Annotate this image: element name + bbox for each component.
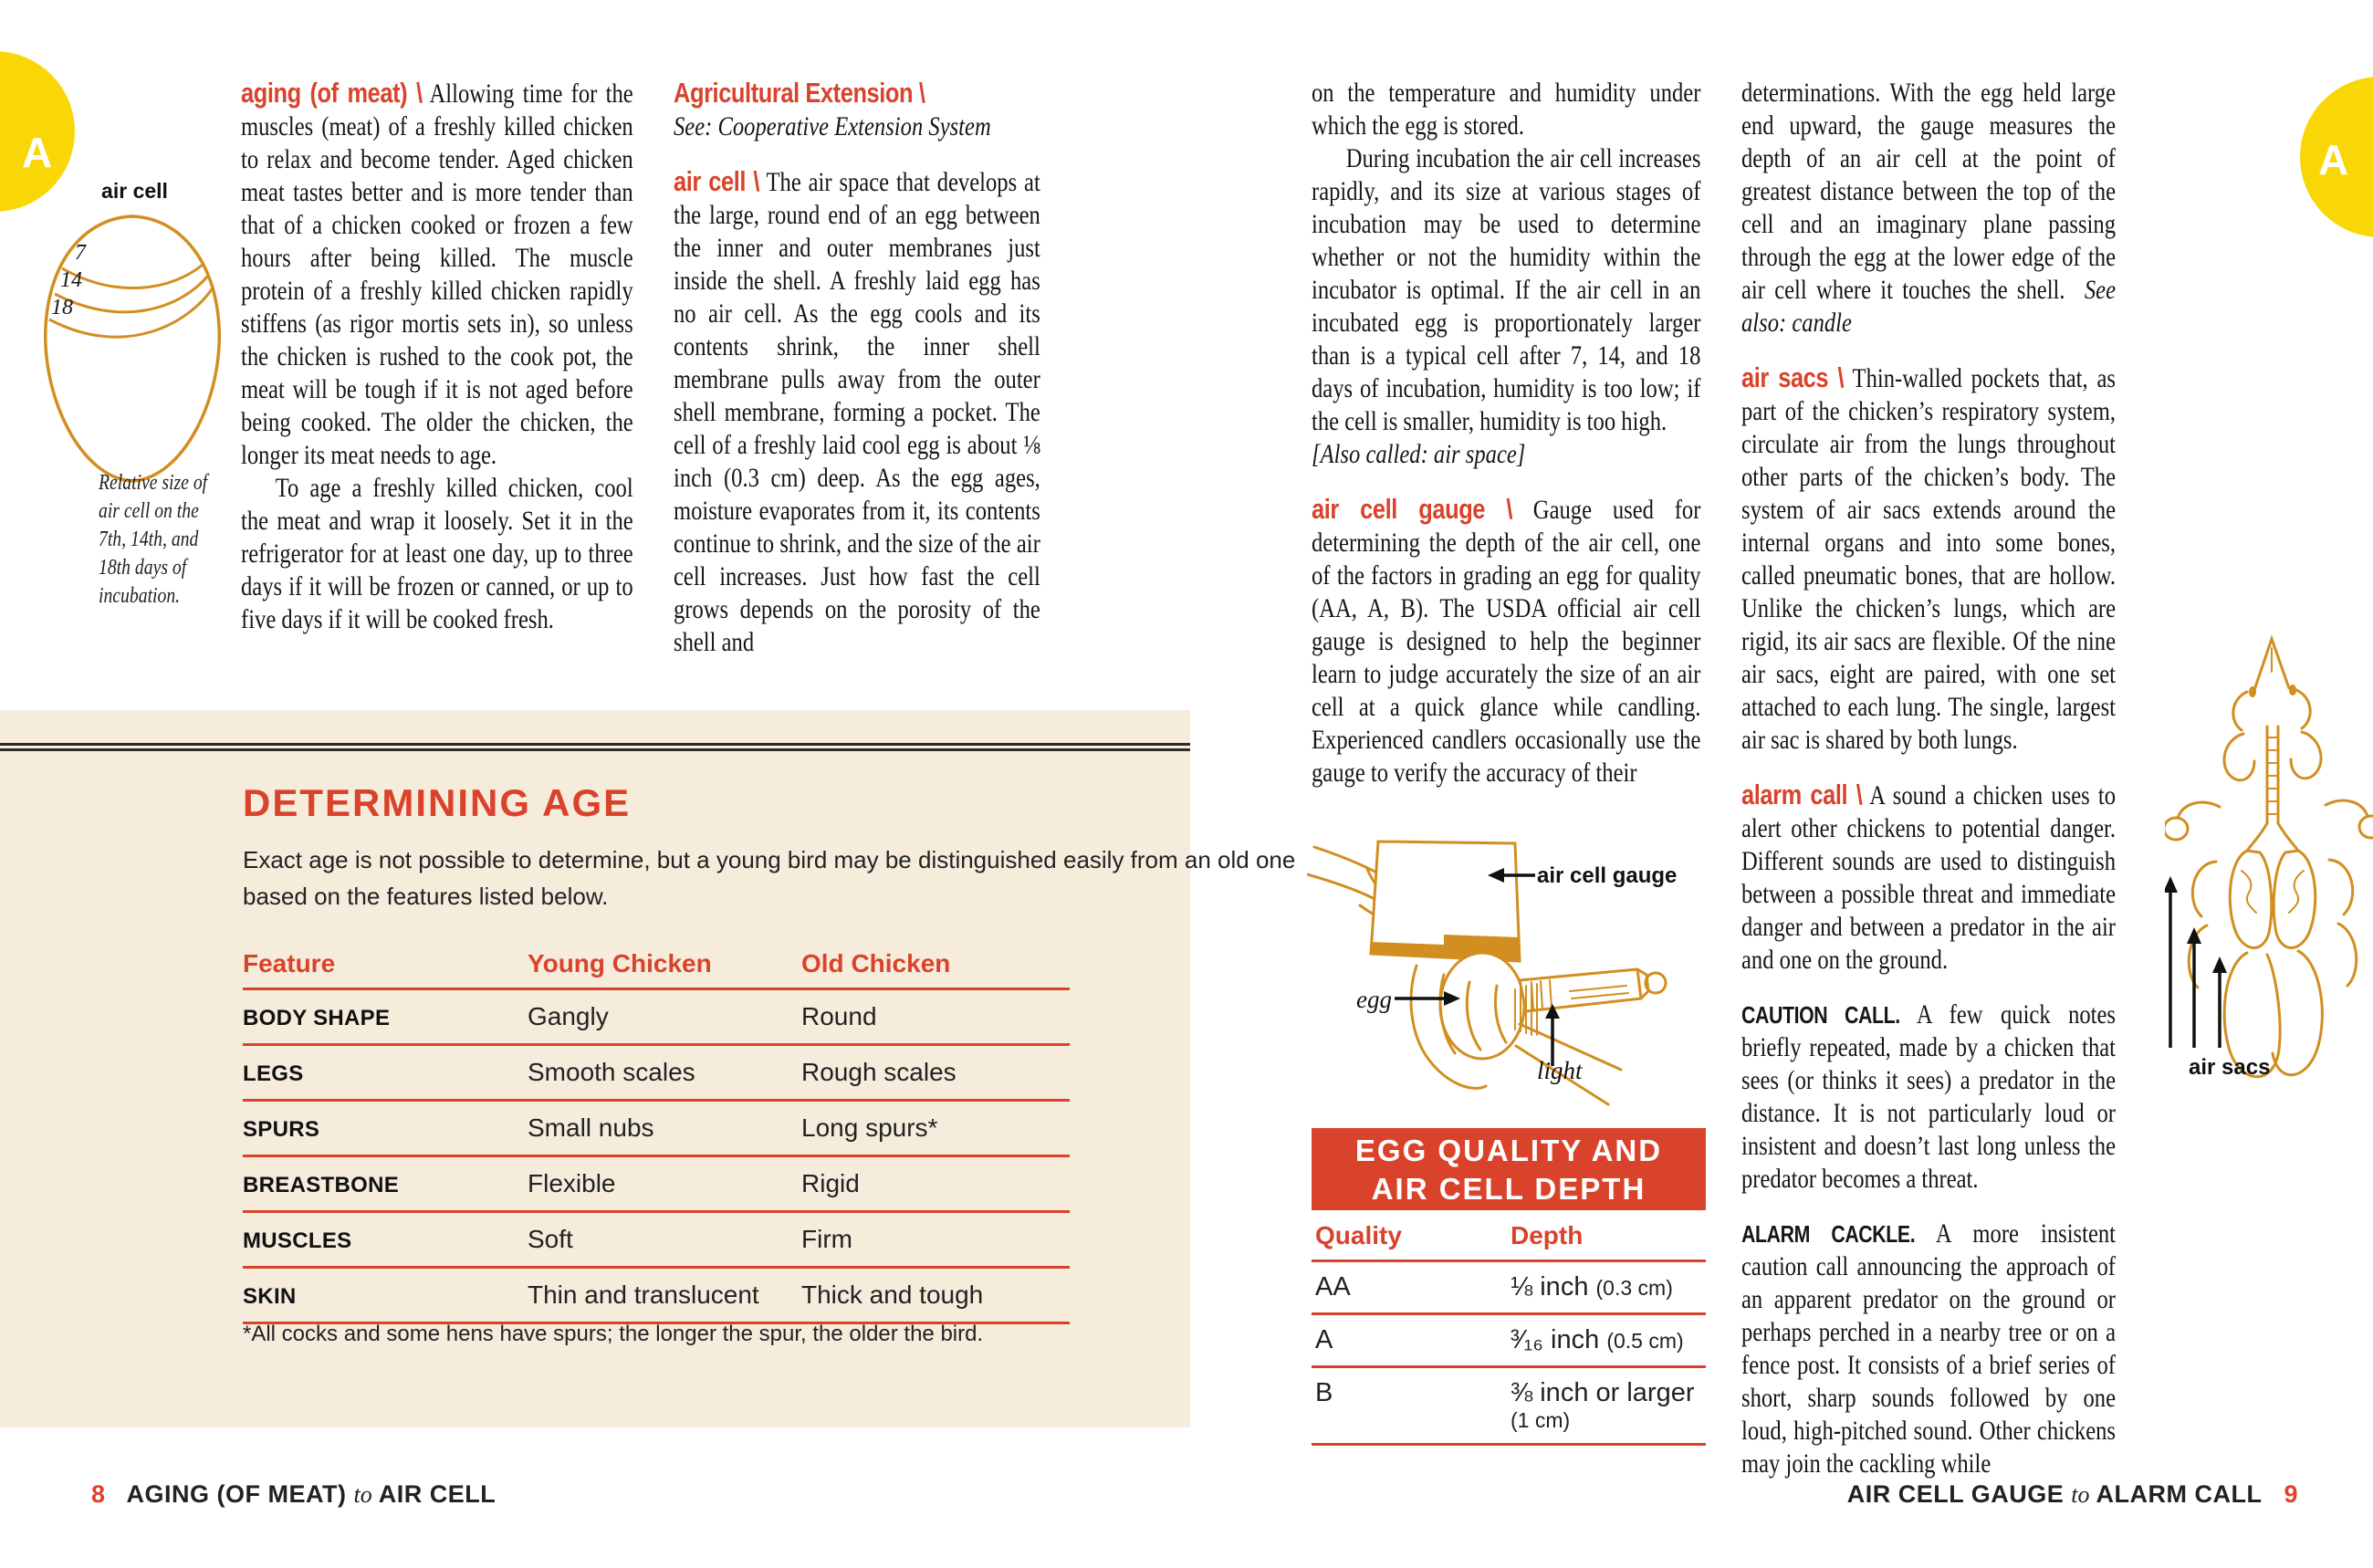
quality-col: Quality (1315, 1221, 1402, 1249)
cervical-sac-right (2291, 732, 2321, 779)
caution-call-lead: CAUTION CALL. (1741, 1001, 1900, 1029)
air-cell-continued: on the temperature and humidity under which the egg is stored. (1312, 78, 1701, 141)
depth-fraction: ⅜ inch or larger (1511, 1378, 1695, 1407)
entry-aging-body: Allowing time for the muscles (meat) of a freshly killed chicken to relax and become tender. Aged chicken meat tastes better and is more tender than that of a chicken cooked or frozen a few hours after being killed. The muscle protein of a freshly killed chicken rapidly stiffens (as rigor mortis sets in), so unless the chicken is rushed to the cook pot, the meat will be tough if it is not aged before being cooked. The older the chicken, the longer its meat needs to age. (241, 78, 633, 470)
table-row (243, 1269, 1070, 1324)
entry-air-cell-body: The air space that develops at the large, round end of an egg between the inner and outer membranes just inside the shell. A freshly laid egg has no air cell. As the egg cools and its contents shrink, the inner shell membrane pulls away from the outer shell membrane, forming a pocket. The cell of a freshly laid cool egg is about ⅛ inch (0.3 cm) deep. As the egg ages, moisture evaporates from it, its contents continue to shrink, and the size of the air cell increases. Just how fast the cell grows depends on the porosity of the shell and (674, 167, 1040, 657)
entry-air-cell (674, 165, 1040, 659)
lung-left (2230, 851, 2272, 948)
depth-metric: (0.3 cm) (1595, 1276, 1673, 1300)
see-reference: See: Cooperative Extension System (674, 111, 991, 141)
eye-left (2249, 686, 2256, 697)
sac-node-right (2359, 816, 2373, 838)
page-number: 9 (2284, 1480, 2298, 1508)
footer-range-end: AIR CELL (378, 1480, 497, 1508)
right-page-footer (1847, 1480, 2298, 1509)
air-cell-gauge-continued-text: determinations. With the egg held large end upward, the gauge measures the depth of an air cell at the point of greatest distance between the top of the cell and an imaginary plane passing through the egg at the lower edge of the air cell where it touches the shell. (1741, 78, 2116, 305)
right-column-2 (1741, 77, 2116, 1480)
quality-table-header (1312, 1218, 1706, 1262)
thoracic-sac-left (2192, 862, 2216, 916)
footer-range-start: AGING (OF MEAT) (126, 1480, 347, 1508)
caption-line: Relative size of (99, 471, 208, 495)
row-feature: BREASTBONE (243, 1173, 400, 1197)
row-young: Flexible (528, 1169, 616, 1197)
hand-line (1314, 847, 1380, 874)
thoracic-sac-right (2329, 860, 2353, 915)
alarm-cackle-body: A more insistent caution call announcing the approach of an apparent predator on the ground or perhaps perched in a nearby tree or on a fence post. It consists of a brief series of short, sharp sounds followed by one loud, high-pitched sound. Other chickens may join the cackling while (1741, 1218, 2116, 1479)
eye-right (2289, 685, 2296, 695)
caption-line: incubation. (99, 584, 181, 608)
table-row (243, 1046, 1070, 1102)
lung-texture (2242, 871, 2256, 913)
air-sacs-figure (2165, 632, 2373, 1099)
page-number: 8 (91, 1480, 106, 1508)
entry-air-cell-gauge (1312, 493, 1700, 789)
air-cell-continued-2: During incubation the air cell increases rapidly, and its size at various stages of incubation may be used to determine whether or not the humidity within the incubator is optimal. If the air cell in an incubated egg is proportionately larger than is a typical cell after 7, 14, and 18 days of incubation, humidity is too low; if the cell is smaller, humidity is too high. (1312, 143, 1701, 436)
trachea-rings (2267, 737, 2278, 814)
age-col-old: Old Chicken (801, 949, 951, 977)
air-sac-arrowhead (2165, 876, 2178, 893)
air-cell-gauge-continued (1741, 77, 2116, 340)
depth-metric: (1 cm) (1511, 1408, 1571, 1432)
egg-label: egg (1356, 986, 1392, 1013)
row-old: Rigid (801, 1169, 860, 1197)
egg-figure-caption (99, 469, 248, 611)
footer-range-end: ALARM CALL (2096, 1480, 2263, 1508)
egg-figure-label: air cell (101, 179, 168, 203)
row-feature: SPURS (243, 1117, 320, 1142)
caption-line: air cell on the (99, 499, 199, 523)
headword-air-cell-gauge: air cell gauge \ (1312, 493, 1513, 525)
egg-outline (46, 216, 220, 481)
caution-call-paragraph (1741, 998, 2116, 1196)
air-cell-line-day7 (62, 265, 203, 288)
entry-alarm-call (1741, 779, 2116, 977)
air-sacs-label: air sacs (2189, 1055, 2271, 1080)
row-old: Thick and tough (801, 1281, 984, 1309)
entry-aging-of-meat (241, 77, 633, 472)
headword-air-cell: air cell \ (674, 165, 760, 197)
headword-aging: aging (of meat) \ (241, 77, 423, 109)
posterior-sac-right (2338, 924, 2357, 986)
lung-texture (2289, 871, 2304, 913)
age-col-young: Young Chicken (528, 949, 712, 977)
day14-label: 14 (60, 268, 82, 292)
table-row (243, 1157, 1070, 1213)
right-column-1 (1312, 77, 1700, 789)
cervical-sac-left (2224, 734, 2254, 780)
head-left (2233, 692, 2247, 730)
table-row (1312, 1368, 1706, 1446)
see-also-note: See also: candle (1741, 275, 2116, 338)
entry-air-sacs-body: Thin-walled pockets that, as part of the chicken’s respiratory system, circulate air from the lungs throughout other parts of the chicken’s body. The system of air sacs extends around the internal organs and into some bones, called pneumatic bones, that are hollow. Unlike the chicken’s lungs, which are rigid, its air sacs are flexible. Of the nine air sacs, eight are paired, with one set attached to each lung. The single, largest air sac is shared by both lungs. (1741, 363, 2117, 755)
row-old: Round (801, 1002, 877, 1030)
entry-aging-body-2: To age a freshly killed chicken, cool the meat and wrap it loosely. Set it in the refrigerator for at least one day, up to three days if it will be frozen or canned, or up to five days if it will be cooked fresh. (241, 473, 633, 634)
left-page-footer (91, 1480, 496, 1509)
headword-agricultural-extension: Agricultural Extension \ (674, 77, 925, 109)
bronchus-left (2247, 823, 2267, 851)
egg-air-cell-figure (35, 212, 231, 486)
box-double-rule (0, 743, 1190, 751)
row-feature: LEGS (243, 1061, 304, 1086)
left-column-2 (674, 77, 1040, 659)
table-footnote: *All cocks and some hens have spurs; the longer the spur, the older the bird. (243, 1322, 984, 1346)
footer-to: to (353, 1481, 372, 1508)
alpha-tab-right-letter: A (2318, 136, 2349, 183)
branch-right (2326, 800, 2368, 816)
row-young: Gangly (528, 1002, 609, 1030)
air-sac-arrowhead (2212, 956, 2227, 973)
table-row (243, 1213, 1070, 1269)
headword-alarm-call: alarm call \ (1741, 779, 1863, 810)
quality-value: B (1315, 1378, 1333, 1407)
footer-range-start: AIR CELL GAUGE (1846, 1480, 2065, 1508)
head-right (2296, 690, 2310, 728)
quality-table (1312, 1218, 1706, 1446)
depth-value (1511, 1325, 1709, 1355)
depth-fraction: ⅛ inch (1511, 1272, 1589, 1301)
caption-line: 7th, 14th, and (99, 528, 199, 551)
table-row (243, 1102, 1070, 1157)
also-called-note: [Also called: air space] (1312, 439, 1526, 469)
depth-fraction: ³⁄₁₆ inch (1511, 1325, 1600, 1354)
row-young: Soft (528, 1225, 573, 1253)
quality-value: AA (1315, 1272, 1351, 1301)
box-intro: Exact age is not possible to determine, but a young bird may be distinguished easily from an old one based on the features listed below. (243, 846, 1296, 910)
day18-label: 18 (51, 296, 73, 319)
candled-egg (1440, 953, 1524, 1059)
row-old: Rough scales (801, 1058, 957, 1086)
determining-age-table (243, 949, 1070, 1324)
table-row (1312, 1315, 1706, 1368)
row-young: Thin and translucent (528, 1281, 759, 1309)
row-young: Small nubs (528, 1113, 654, 1142)
row-old: Long spurs* (801, 1113, 938, 1142)
alarm-cackle-lead: ALARM CACKLE. (1741, 1220, 1916, 1248)
row-feature: BODY SHAPE (243, 1006, 391, 1030)
entry-air-sacs (1741, 361, 2116, 757)
candling-figure (1307, 818, 1745, 1119)
alpha-tab-left-letter: A (22, 129, 53, 176)
lung-right (2274, 851, 2316, 948)
left-column-1 (241, 77, 633, 636)
box-title: DETERMINING AGE (243, 781, 632, 824)
quality-banner-line2: AIR CELL DEPTH (1371, 1172, 1646, 1206)
age-table-header (243, 949, 1070, 990)
gauge-label: air cell gauge (1537, 863, 1678, 888)
depth-value (1511, 1272, 1709, 1302)
caution-call-body: A few quick notes briefly repeated, made by a chicken that sees (or thinks it sees) a predator in the distance. It is not particularly loud or insistent and doesn’t last long unless the predator becomes a threat. (1741, 999, 2116, 1194)
row-feature: MUSCLES (243, 1228, 352, 1253)
branch-left (2178, 802, 2220, 818)
light-label: light (1537, 1057, 1583, 1084)
quality-value: A (1315, 1325, 1333, 1354)
depth-col: Depth (1511, 1221, 1584, 1249)
quality-table-banner (1312, 1128, 1706, 1210)
row-young: Smooth scales (528, 1058, 695, 1086)
sac-node-left (2165, 818, 2188, 840)
entry-alarm-call-body: A sound a chicken uses to alert other chickens to potential danger. Different sounds are used to distinguish between a possible threat and immediate danger and between a predator in the air and one on the ground. (1741, 780, 2116, 975)
depth-value (1511, 1378, 1709, 1433)
footer-to: to (2071, 1481, 2090, 1508)
row-feature: SKIN (243, 1284, 297, 1309)
headword-air-sacs: air sacs \ (1741, 361, 1845, 393)
alarm-cackle-paragraph (1741, 1218, 2116, 1480)
age-col-feature: Feature (243, 949, 336, 977)
caption-line: 18th days of (99, 556, 187, 580)
bronchus-right (2278, 823, 2298, 851)
quality-banner-line1: EGG QUALITY AND (1354, 1134, 1663, 1167)
day7-label: 7 (75, 241, 86, 265)
row-old: Firm (801, 1225, 852, 1253)
hand-line (1307, 874, 1373, 898)
entry-air-cell-gauge-body: Gauge used for determining the depth of the air cell, one of the factors in grading an egg for quality (AA, A, B). The USDA official air cell gauge is designed to help the beginner learn to judge accurately the size of an air cell at a quick glance while candling. Experienced candlers occasionally use the gauge to verify the accuracy of their (1312, 495, 1701, 788)
table-row (1312, 1262, 1706, 1315)
entry-agricultural-extension (674, 77, 1040, 110)
depth-metric: (0.5 cm) (1606, 1329, 1684, 1353)
table-row (243, 990, 1070, 1046)
